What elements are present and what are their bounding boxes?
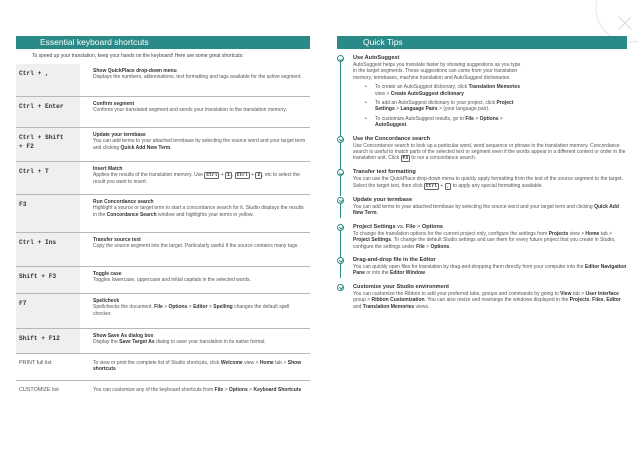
shortcut-text: Toggles lowercase, uppercase and initial capitals in the selected words. [93, 277, 251, 284]
tip-termbase [337, 197, 627, 217]
shortcut-key: F7 [16, 294, 80, 328]
tip-bullet: • To customize AutoSuggest results, go to File > Options > AutoSuggest. [353, 116, 525, 129]
tip-title: Use AutoSuggest [353, 55, 400, 61]
shortcut-key: F3 [16, 195, 80, 232]
shortcut-text: You can add terms to your attached termbase by selecting the source word and your target term and clicking Quick Add New Term. [93, 138, 306, 151]
key-2: 2 [257, 173, 261, 179]
shortcut-text: Spellchecks the document. File > Options > Editor > Spelling changes the default spell checker. [93, 304, 290, 317]
quick-tips-panel [337, 36, 627, 317]
checkmark-circle-icon [337, 284, 344, 291]
shortcut-description [80, 97, 310, 127]
shortcut-title: Confirm segment [93, 101, 135, 107]
shortcut-row [16, 267, 310, 294]
tip-drag-and-drop [337, 257, 627, 277]
shortcut-description [80, 329, 310, 353]
key-ctrl: Ctrl [206, 173, 218, 179]
shortcut-text: Highlight a source or target term to start a concordance search for it. Studio displays the results in the Concordance Search window and highlights your terms in yellow. [93, 205, 304, 218]
shortcut-text: Copy the source segment into the target. Particularly useful if the source contains many tags. [93, 243, 299, 250]
timeline-line [340, 176, 341, 196]
shortcut-text: To view or print the complete list of Studio shortcuts, click Welcome view > Home tab > Show shortcuts [93, 360, 302, 373]
shortcut-description [80, 162, 310, 194]
shortcuts-panel [16, 36, 310, 409]
key-comma: , [446, 183, 450, 189]
shortcut-title: Toggle case [93, 271, 122, 277]
shortcut-row [16, 329, 310, 354]
shortcut-title: Insert Match [93, 166, 123, 172]
shortcut-key: CUSTOMIZE list [19, 387, 59, 393]
shortcut-key: Shift + F3 [16, 267, 80, 293]
shortcut-key: Ctrl + , [16, 64, 80, 96]
shortcuts-table [16, 64, 310, 409]
shortcut-text: Confirms your translated segment and sends your translation to the translation memory. [93, 107, 287, 114]
tip-concordance [337, 136, 627, 163]
tip-bullet: • To create an AutoSuggest dictionary, click Translation Memories view > Create AutoSuggest dictionary [353, 84, 525, 97]
shortcuts-header: Essential keyboard shortcuts [16, 36, 310, 49]
timeline-line [340, 143, 341, 169]
shortcut-description [80, 267, 310, 293]
timeline-line [340, 264, 341, 278]
tip-bullet: • To add an AutoSuggest dictionary to your project, click Project Settings > Language Pairs > (your language pair). [353, 100, 525, 113]
shortcut-text: You can customize any of the keyboard shortcuts from File > Options > Keyboard Shortcuts [93, 387, 302, 393]
shortcut-row [16, 195, 310, 233]
key-f3: F3 [402, 156, 409, 162]
tip-body: AutoSuggest helps you translate faster by showing suggestions as you type in the target segments. These suggestions can come from your translation memory, termbases, machine translation and AutoSuggest dictionaries. [353, 62, 521, 81]
shortcut-title: Show QuickPlace drop-down menu [93, 68, 177, 74]
shortcut-row [16, 64, 310, 97]
shortcut-title: Run Concordance search [93, 199, 154, 205]
key-1: 1 [227, 173, 230, 179]
tip-body: To change the translation options for the current project only, configure the settings from Projects view > Home tab > Project Settings. To change the default Studio settings and use them for every future project that you create in Studio, configure the settings under File > Options. [353, 230, 616, 250]
shortcut-key: Ctrl + Enter [16, 97, 80, 127]
tip-title: Transfer text formatting [353, 169, 416, 176]
tip-customize [337, 284, 627, 310]
checkmark-circle-icon [337, 197, 344, 204]
tip-body: You can customize the Ribbon to add your preferred tabs, groups and commands by going to View tab > User Interface group > Ribbon Customization. You can also resize and rearrange the windows displayed in the Projects, Files, Editor and Translation Memories views. [353, 290, 621, 310]
shortcut-row [16, 128, 310, 162]
shortcut-row [16, 381, 310, 409]
tip-body: You can add terms to your attached termbase by selecting the source word and your target term and clicking Quick Add New Term. [353, 203, 619, 217]
shortcut-row [16, 233, 310, 267]
shortcut-title: Show Save As dialog box [93, 333, 154, 339]
shortcut-title: Transfer source text [93, 237, 141, 243]
shortcut-description [80, 195, 310, 232]
tip-title: Update your termbase [353, 196, 413, 203]
shortcut-row [16, 354, 310, 381]
shortcut-description [80, 294, 310, 328]
tip-title: Project Settings vs. File > Options [353, 223, 444, 230]
shortcut-key: Ctrl + T [16, 162, 80, 194]
shortcut-description [80, 354, 310, 380]
tip-title: Drag-and-drop file in the Editor [353, 256, 436, 263]
tip-title: Use the Concordance search [353, 135, 431, 142]
shortcut-description [80, 128, 310, 161]
shortcut-row [16, 294, 310, 329]
tip-title: Customize your Studio environment [353, 283, 450, 290]
tip-body: You can use the QuickPlace drop-down menu to quickly apply formatting from the text of the source segment to the target. Select the target text, then click Ctrl + , to apply any special formatting available. [353, 176, 623, 189]
quick-tips-header: Quick Tips [337, 36, 627, 49]
shortcut-key: PRINT full list [19, 360, 52, 366]
checkmark-circle-icon [337, 55, 344, 62]
shortcut-text: Display the Save Target As dialog to save your translation in its native format. [93, 339, 266, 346]
tip-body: You can quickly open files for translation by drag-and-dropping them directly from your computer into the Editor Navigation Pane or into the Editor Window. [353, 263, 627, 277]
shortcut-description [80, 381, 310, 409]
timeline-line [340, 204, 341, 218]
checkmark-circle-icon [337, 257, 344, 264]
tip-body: Use Concordance search to look up a particular word, word sequence or phrase in the translation memory. Concordance search is useful to match parts of the selected text or segment even if the words appear in a different context or order in the translation unit. Click F3 to run a concordance search. [353, 142, 626, 162]
shortcut-title: Update your termbase [93, 132, 146, 138]
checkmark-circle-icon [337, 169, 344, 176]
shortcut-text: Displays the numbers, abbreviations, text formatting and tags available for the active segment. [93, 74, 302, 81]
shortcut-row [16, 97, 310, 128]
key-ctrl: Ctrl [236, 173, 248, 179]
key-ctrl: Ctrl [425, 183, 437, 189]
shortcut-description [80, 64, 310, 96]
shortcut-key: Ctrl + Shift + F2 [16, 128, 80, 161]
checkmark-circle-icon [337, 224, 344, 231]
tip-autosuggest [337, 55, 627, 129]
shortcut-row [16, 162, 310, 195]
shortcut-description [80, 233, 310, 266]
tip-project-settings [337, 224, 627, 250]
shortcut-title: Spellcheck [93, 298, 120, 304]
checkmark-circle-icon [337, 136, 344, 143]
shortcut-key: Shift + F12 [16, 329, 80, 353]
shortcuts-intro: To speed up your translation, keep your hands on the keyboard! Here are some great shortcuts: [32, 53, 244, 59]
tip-formatting [337, 169, 627, 189]
shortcut-text: Applies the results of the translation memory. Use Ctrl + 1 , Ctrl + 2 , etc to select the result you want to insert. [93, 172, 300, 186]
shortcut-key: Ctrl + Ins [16, 233, 80, 266]
